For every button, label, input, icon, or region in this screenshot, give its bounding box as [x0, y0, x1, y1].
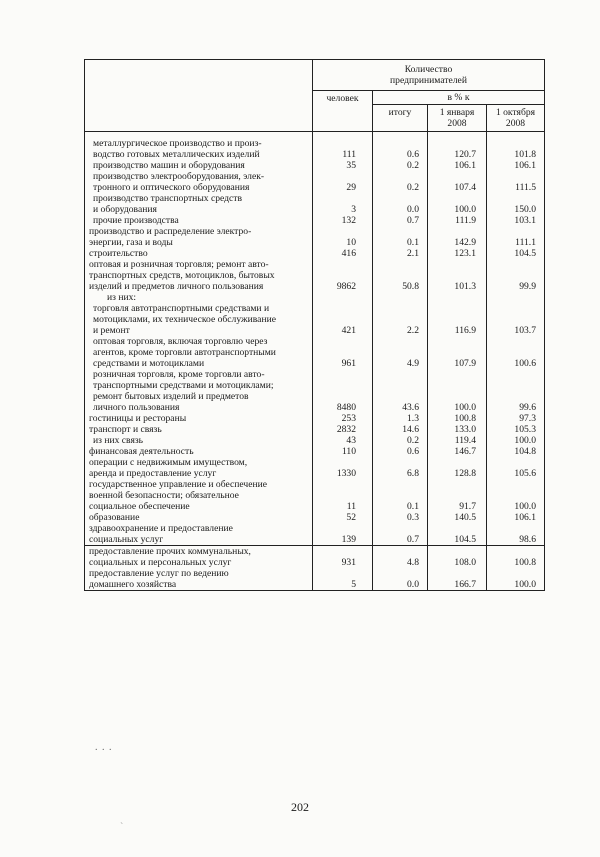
value-jan: 108.0	[428, 546, 487, 569]
value-jan: 100.8	[428, 413, 487, 424]
value-share: 4.8	[373, 546, 428, 569]
table-row	[85, 523, 545, 546]
value-jan: 119.4	[428, 435, 487, 446]
header-total: итогу	[373, 105, 428, 132]
value-jan: 101.3	[428, 259, 487, 292]
value-persons: 961	[313, 336, 373, 369]
value-oct: 100.0	[487, 479, 545, 512]
value-persons: 52	[313, 512, 373, 523]
row-label: образование	[85, 512, 313, 523]
value-persons: 132	[313, 215, 373, 226]
value-persons: 3	[313, 193, 373, 215]
page-number: 202	[291, 800, 309, 814]
row-label: оптовая торговля, включая торговлю через агентов, кроме торговли автотранспортными средствами и мотоциклами	[85, 336, 313, 369]
value-share: 0.6	[373, 446, 428, 457]
header-blank-cell	[85, 60, 313, 132]
row-label: из них:	[85, 292, 313, 303]
table-row	[85, 413, 545, 424]
value-share: 2.2	[373, 303, 428, 336]
value-persons: 10	[313, 226, 373, 248]
table-row	[85, 171, 545, 193]
value-jan: 107.9	[428, 336, 487, 369]
table-row	[85, 160, 545, 171]
value-persons: 2832	[313, 424, 373, 435]
value-oct	[487, 292, 545, 303]
value-share: 50.8	[373, 259, 428, 292]
value-jan: 107.4	[428, 171, 487, 193]
table-row	[85, 193, 545, 215]
value-jan: 166.7	[428, 568, 487, 591]
row-label: государственное управление и обеспечение военной безопасности; обязательное социальное обеспечение	[85, 479, 313, 512]
value-persons: 11	[313, 479, 373, 512]
value-oct: 100.0	[487, 568, 545, 591]
value-jan: 142.9	[428, 226, 487, 248]
table-row	[85, 292, 545, 303]
value-share: 0.0	[373, 193, 428, 215]
value-share: 0.0	[373, 568, 428, 591]
value-jan: 104.5	[428, 523, 487, 546]
value-oct: 105.6	[487, 457, 545, 479]
value-persons: 416	[313, 248, 373, 259]
value-share: 0.6	[373, 132, 428, 161]
row-label: производство и распределение электро- энергии, газа и воды	[85, 226, 313, 248]
table-row	[85, 546, 545, 569]
value-persons: 421	[313, 303, 373, 336]
value-oct: 98.6	[487, 523, 545, 546]
value-persons: 43	[313, 435, 373, 446]
row-label: розничная торговля, кроме торговли авто- транспортными средствами и мотоциклами; ремонт бытовых изделий и предметов личного пользования	[85, 369, 313, 413]
row-label: производство транспортных средств и оборудования	[85, 193, 313, 215]
row-label: металлургическое производство и произ- водство готовых металлических изделий	[85, 132, 313, 161]
value-oct: 100.0	[487, 435, 545, 446]
row-label: торговля автотранспортными средствами и мотоциклами, их техническое обслуживание и ремонт	[85, 303, 313, 336]
value-jan: 120.7	[428, 132, 487, 161]
value-persons: 253	[313, 413, 373, 424]
row-label: производство машин и оборудования	[85, 160, 313, 171]
value-jan: 133.0	[428, 424, 487, 435]
footnote-dots: . . .	[95, 742, 113, 753]
value-share: 6.8	[373, 457, 428, 479]
value-share: 0.1	[373, 479, 428, 512]
value-jan: 100.0	[428, 369, 487, 413]
value-share: 43.6	[373, 369, 428, 413]
value-share: 0.2	[373, 435, 428, 446]
value-oct: 99.6	[487, 369, 545, 413]
row-label: оптовая и розничная торговля; ремонт авто- транспортных средств, мотоциклов, бытовых изделий и предметов личного пользования	[85, 259, 313, 292]
value-share: 0.7	[373, 215, 428, 226]
table-row	[85, 215, 545, 226]
value-oct: 111.1	[487, 226, 545, 248]
value-share: 0.2	[373, 171, 428, 193]
row-label: из них связь	[85, 435, 313, 446]
row-label: предоставление услуг по ведению домашнего хозяйства	[85, 568, 313, 591]
table-row	[85, 336, 545, 369]
value-share: 0.2	[373, 160, 428, 171]
value-oct: 103.1	[487, 215, 545, 226]
row-label: гостиницы и рестораны	[85, 413, 313, 424]
value-jan: 146.7	[428, 446, 487, 457]
value-oct: 103.7	[487, 303, 545, 336]
row-label: здравоохранение и предоставление социальных услуг	[85, 523, 313, 546]
value-share: 0.7	[373, 523, 428, 546]
table-row	[85, 248, 545, 259]
value-oct: 105.3	[487, 424, 545, 435]
value-share: 1.3	[373, 413, 428, 424]
value-persons: 8480	[313, 369, 373, 413]
value-persons: 1330	[313, 457, 373, 479]
row-label: производство электрооборудования, элек- тронного и оптического оборудования	[85, 171, 313, 193]
value-share: 4.9	[373, 336, 428, 369]
value-share: 0.1	[373, 226, 428, 248]
value-persons: 110	[313, 446, 373, 457]
table-row	[85, 446, 545, 457]
value-share	[373, 292, 428, 303]
value-persons	[313, 292, 373, 303]
value-persons: 111	[313, 132, 373, 161]
value-share: 2.1	[373, 248, 428, 259]
value-oct: 99.9	[487, 259, 545, 292]
value-jan: 100.0	[428, 193, 487, 215]
table-row	[85, 369, 545, 413]
value-oct: 100.8	[487, 546, 545, 569]
value-persons: 29	[313, 171, 373, 193]
row-label: строительство	[85, 248, 313, 259]
value-oct: 101.8	[487, 132, 545, 161]
value-persons: 139	[313, 523, 373, 546]
value-oct: 97.3	[487, 413, 545, 424]
table-row	[85, 435, 545, 446]
table-body	[85, 132, 545, 591]
row-label: прочие производства	[85, 215, 313, 226]
scan-mark: `	[120, 822, 124, 833]
table-row	[85, 568, 545, 591]
value-persons: 9862	[313, 259, 373, 292]
header-jan: 1 января 2008	[428, 105, 487, 132]
table-row	[85, 226, 545, 248]
table-row	[85, 457, 545, 479]
value-jan: 123.1	[428, 248, 487, 259]
table-row	[85, 132, 545, 161]
row-label: предоставление прочих коммунальных, социальных и персональных услуг	[85, 546, 313, 569]
value-oct: 111.5	[487, 171, 545, 193]
value-persons: 5	[313, 568, 373, 591]
row-label: операции с недвижимым имуществом, аренда и предоставление услуг	[85, 457, 313, 479]
row-label: финансовая деятельность	[85, 446, 313, 457]
value-persons: 35	[313, 160, 373, 171]
value-jan: 91.7	[428, 479, 487, 512]
value-oct: 150.0	[487, 193, 545, 215]
table-row	[85, 512, 545, 523]
value-jan: 140.5	[428, 512, 487, 523]
value-oct: 104.8	[487, 446, 545, 457]
value-oct: 106.1	[487, 160, 545, 171]
value-persons: 931	[313, 546, 373, 569]
value-jan: 128.8	[428, 457, 487, 479]
value-jan: 111.9	[428, 215, 487, 226]
header-in-pct: в % к	[373, 91, 545, 105]
value-oct: 100.6	[487, 336, 545, 369]
table-row	[85, 259, 545, 292]
header-oct: 1 октября 2008	[487, 105, 545, 132]
header-persons: человек	[313, 91, 373, 132]
table-row	[85, 479, 545, 512]
value-jan	[428, 292, 487, 303]
value-share: 0.3	[373, 512, 428, 523]
header-group: Количество предпринимателей	[313, 60, 545, 91]
value-jan: 106.1	[428, 160, 487, 171]
value-jan: 116.9	[428, 303, 487, 336]
row-label: транспорт и связь	[85, 424, 313, 435]
value-oct: 104.5	[487, 248, 545, 259]
value-share: 14.6	[373, 424, 428, 435]
value-oct: 106.1	[487, 512, 545, 523]
table-row	[85, 424, 545, 435]
table-row	[85, 303, 545, 336]
statistics-table	[84, 59, 545, 591]
